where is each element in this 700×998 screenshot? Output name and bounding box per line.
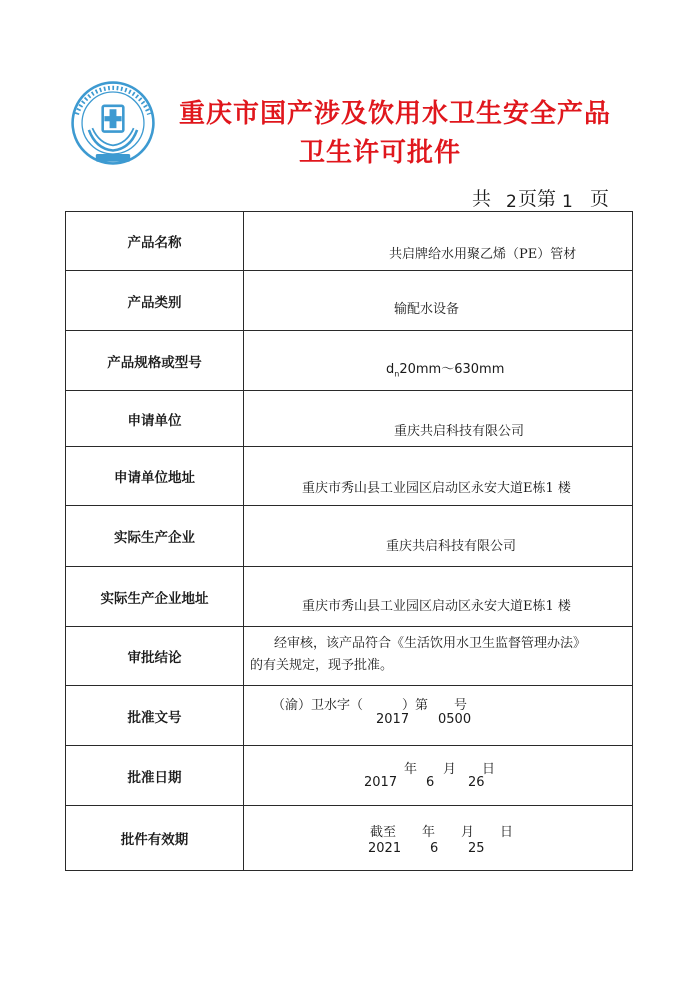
- applicant-label: 申请单位: [66, 391, 244, 447]
- table-row: [66, 212, 633, 271]
- health-commission-emblem-icon: [70, 80, 156, 166]
- approval-number-year: 2017: [376, 712, 410, 727]
- document-title-line1: 重庆市国产涉及饮用水卫生安全产品: [178, 99, 611, 129]
- pager-page-suffix: 页: [590, 188, 610, 210]
- manufacturer-address-label: 实际生产企业地址: [66, 567, 244, 627]
- approval-date-label: 批准日期: [66, 746, 244, 806]
- manufacturer-value: 重庆共启科技有限公司: [386, 539, 517, 554]
- validity-year: 2021: [368, 841, 402, 856]
- approval-number-template: （渝）卫水字（ ）第 号: [272, 698, 468, 713]
- page-indicator: [462, 184, 642, 214]
- approval-number-number: 0500: [438, 712, 472, 727]
- permit-table: [65, 211, 633, 871]
- approval-date-month: 6: [426, 775, 435, 790]
- approval-date-year: 2017: [364, 775, 398, 790]
- applicant-address-value: 重庆市秀山县工业园区启动区永安大道E栋1 楼: [302, 481, 571, 496]
- table-row: [66, 686, 633, 746]
- table-row: [66, 506, 633, 567]
- table-row: [66, 627, 633, 686]
- table-row: [66, 447, 633, 506]
- product-category-value: 输配水设备: [394, 302, 460, 317]
- manufacturer-address-value: 重庆市秀山县工业园区启动区永安大道E栋1 楼: [302, 599, 571, 614]
- table-row: [66, 391, 633, 447]
- conclusion-line2: 的有关规定，现予批准。: [250, 658, 394, 673]
- approval-date-day: 26: [468, 775, 485, 790]
- pager-current-value: 1: [562, 192, 573, 212]
- pager-total-prefix: 共: [472, 188, 492, 210]
- validity-month: 6: [430, 841, 439, 856]
- table-row: [66, 271, 633, 331]
- validity-template: 截至 年 月 日: [370, 825, 514, 840]
- validity-day: 25: [468, 841, 485, 856]
- approval-number-label: 批准文号: [66, 686, 244, 746]
- spec-label: 产品规格或型号: [66, 331, 244, 391]
- applicant-address-label: 申请单位地址: [66, 447, 244, 506]
- table-row: [66, 746, 633, 806]
- table-row: [66, 806, 633, 871]
- conclusion-label: 审批结论: [66, 627, 244, 686]
- pager-total-value: 2: [506, 192, 517, 212]
- product-name-label: 产品名称: [66, 212, 244, 271]
- conclusion-line1: 经审核，该产品符合《生活饮用水卫生监督管理办法》: [274, 636, 587, 651]
- document-title-line2: 卫生许可批件: [298, 138, 461, 168]
- product-name-value: 共启牌给水用聚乙烯（PE）管材: [389, 247, 577, 262]
- pager-page-mid: 页第: [518, 188, 557, 210]
- approval-date-template: 年 月 日: [404, 762, 496, 777]
- applicant-value: 重庆共启科技有限公司: [394, 424, 525, 439]
- table-row: [66, 567, 633, 627]
- manufacturer-label: 实际生产企业: [66, 506, 244, 567]
- product-category-label: 产品类别: [66, 271, 244, 331]
- spec-value: $d_n20mm\sim 630mm$: [386, 362, 505, 379]
- validity-label: 批件有效期: [66, 806, 244, 871]
- table-row: [66, 331, 633, 391]
